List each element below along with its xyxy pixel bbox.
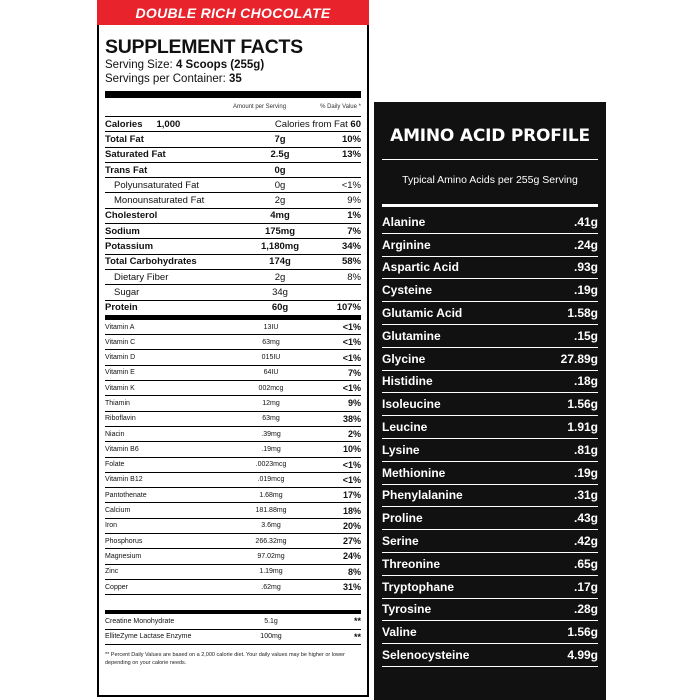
amino-acid-panel	[374, 102, 606, 700]
extras-list	[105, 614, 361, 645]
nutrient-name: Potassium	[105, 241, 154, 253]
nutrient-name: Cholesterol	[105, 210, 158, 222]
nutrient-name: Sugar	[114, 286, 140, 298]
facts-title: SUPPLEMENT FACTS	[105, 36, 303, 58]
footnote: ** Percent Daily Values are based on a 2,000 calorie diet. Your daily values may be higher or lower depending on your calorie needs.	[105, 651, 345, 666]
vitamin-amount: 13IU	[263, 323, 279, 331]
calories-row	[105, 117, 361, 132]
nutrient-row	[105, 255, 361, 270]
amino-name: Tyrosine	[382, 602, 432, 617]
amino-row	[382, 576, 598, 599]
amino-list	[374, 211, 606, 667]
nutrient-name: Total Carbohydrates	[105, 256, 197, 268]
nutrient-row	[105, 148, 361, 163]
amino-row	[382, 644, 598, 667]
vitamin-daily-value: 8%	[347, 566, 361, 577]
vitamin-amount: .62mg	[261, 583, 281, 591]
nutrient-amount: 4mg	[270, 210, 290, 222]
nutrient-daily-value: 107%	[336, 302, 361, 314]
amino-name: Valine	[382, 625, 417, 640]
vitamin-row	[105, 503, 361, 518]
vitamin-name: Zinc	[105, 568, 119, 576]
serving-size	[105, 58, 361, 72]
vitamin-daily-value: 17%	[342, 490, 361, 501]
nutrient-name: Total Fat	[105, 133, 144, 145]
vitamin-name: Riboflavin	[105, 415, 136, 423]
vitamin-amount: 1.68mg	[259, 491, 283, 499]
calories-from-fat-value: 60	[350, 118, 361, 130]
nutrient-row	[105, 178, 361, 193]
vitamin-name: Folate	[105, 461, 125, 469]
amino-row	[382, 462, 598, 485]
amino-name: Histidine	[382, 374, 433, 389]
nutrient-row	[105, 193, 361, 208]
vitamin-daily-value: <1%	[342, 459, 361, 470]
vitamin-row	[105, 442, 361, 457]
amino-subtitle: Typical Amino Acids per 255g Serving	[402, 174, 578, 186]
vitamin-daily-value: 27%	[342, 536, 361, 547]
vitamin-row	[105, 458, 361, 473]
vitamin-row	[105, 565, 361, 580]
nutrient-daily-value: 58%	[341, 256, 361, 268]
amino-value: 1.56g	[567, 625, 598, 640]
vitamin-amount: 63mg	[262, 338, 280, 346]
vitamin-name: Vitamin E	[105, 369, 135, 377]
amino-row	[382, 507, 598, 530]
amino-name: Alanine	[382, 214, 426, 229]
vitamin-daily-value: <1%	[342, 322, 361, 332]
amino-name: Glutamic Acid	[382, 306, 463, 321]
amino-value: .81g	[573, 442, 598, 457]
amino-name: Tryptophane	[382, 579, 455, 594]
calories-from-fat	[180, 119, 361, 130]
vitamin-row	[105, 549, 361, 564]
amino-value: .28g	[573, 602, 598, 617]
amino-value: 1.56g	[567, 397, 598, 412]
vitamin-amount: 3.6mg	[261, 522, 281, 530]
vitamin-name: Niacin	[105, 430, 125, 438]
nutrient-daily-value: 7%	[347, 225, 361, 237]
amino-name: Isoleucine	[382, 397, 441, 412]
nutrient-name: Trans Fat	[105, 164, 148, 176]
flavor-banner: DOUBLE RICH CHOCOLATE	[97, 0, 369, 25]
vitamin-row	[105, 350, 361, 365]
amino-thick-divider	[382, 204, 598, 207]
vitamin-amount: 97.02mg	[257, 552, 285, 560]
nutrient-amount: 2g	[274, 195, 286, 207]
amount-per-serving-header: Amount per Serving	[233, 104, 287, 110]
nutrient-amount: 0g	[274, 179, 286, 191]
amino-name: Glycine	[382, 351, 426, 366]
amino-name: Aspartic Acid	[382, 260, 459, 275]
serving-size-label: Serving Size:	[105, 59, 173, 71]
nutrient-amount: 0g	[274, 164, 286, 176]
vitamin-row	[105, 335, 361, 350]
vitamin-daily-value: 7%	[347, 367, 361, 378]
nutrient-row	[105, 301, 361, 316]
vitamin-daily-value: 2%	[347, 429, 361, 440]
calories-value: 1,000	[156, 118, 181, 130]
amino-name: Threonine	[382, 556, 441, 571]
amino-row	[382, 416, 598, 439]
vitamin-name: Thiamin	[105, 399, 130, 407]
vitamin-name: Pantothenate	[105, 491, 147, 499]
vitamin-row	[105, 580, 361, 595]
amino-value: 1.58g	[567, 306, 598, 321]
servings-per-container	[105, 72, 361, 86]
amino-name: Methionine	[382, 465, 446, 480]
amino-row	[382, 302, 598, 325]
amino-row	[382, 621, 598, 644]
vitamin-daily-value: <1%	[342, 474, 361, 485]
vitamin-name: Copper	[105, 583, 128, 591]
nutrient-row	[105, 163, 361, 178]
vitamin-name: Vitamin C	[105, 338, 136, 346]
nutrient-amount: 7g	[274, 133, 286, 145]
amino-name: Serine	[382, 534, 419, 549]
amino-value: .93g	[573, 260, 598, 275]
nutrient-name: Sodium	[105, 225, 140, 237]
vitamin-amount: .39mg	[261, 430, 281, 438]
nutrient-row	[105, 239, 361, 254]
amino-value: .17g	[573, 579, 598, 594]
amino-value: 1.91g	[567, 420, 598, 435]
nutrient-row	[105, 285, 361, 300]
vitamin-row	[105, 427, 361, 442]
extra-name: Creatine Monohydrate	[105, 617, 175, 625]
vitamin-daily-value: 9%	[347, 398, 361, 409]
calories-label: Calories	[105, 118, 143, 130]
vitamin-name: Iron	[105, 522, 118, 530]
vitamin-daily-value: <1%	[342, 383, 361, 394]
supplement-facts-panel	[97, 25, 369, 697]
nutrient-daily-value: 9%	[347, 195, 361, 207]
amino-row	[382, 257, 598, 280]
vitamin-amount: 002mcg	[258, 384, 284, 392]
vitamin-row	[105, 320, 361, 335]
amino-value: .31g	[573, 488, 598, 503]
amino-row	[382, 211, 598, 234]
nutrient-daily-value: <1%	[341, 179, 361, 191]
vitamin-daily-value: 18%	[342, 505, 361, 516]
vitamin-amount: 181.88mg	[255, 507, 287, 515]
extra-daily-value: **	[353, 631, 361, 642]
vitamin-name: Vitamin B12	[105, 476, 143, 484]
nutrient-row	[105, 132, 361, 147]
vitamin-daily-value: <1%	[342, 352, 361, 363]
vitamin-daily-value: 24%	[342, 551, 361, 562]
nutrient-name: Saturated Fat	[105, 149, 166, 161]
extra-amount: 5.1g	[264, 617, 278, 625]
nutrient-amount: 34g	[272, 286, 288, 298]
vitamin-row	[105, 412, 361, 427]
nutrient-name: Protein	[105, 302, 138, 314]
amino-row	[382, 393, 598, 416]
vitamin-row	[105, 381, 361, 396]
vitamin-daily-value: 20%	[342, 520, 361, 531]
macro-list	[105, 132, 361, 316]
amino-row	[382, 325, 598, 348]
amino-row	[382, 234, 598, 257]
serving-size-value: 4 Scoops (255g)	[175, 59, 265, 71]
extra-daily-value: **	[353, 616, 361, 627]
amino-name: Leucine	[382, 420, 428, 435]
extra-amount: 100mg	[260, 633, 282, 641]
nutrient-daily-value: 13%	[341, 149, 361, 161]
amino-row	[382, 279, 598, 302]
nutrient-row	[105, 209, 361, 224]
vitamin-row	[105, 534, 361, 549]
amino-name: Cysteine	[382, 283, 433, 298]
amino-name: Lysine	[382, 442, 420, 457]
nutrient-daily-value: 8%	[347, 271, 361, 283]
vitamin-amount: .019mcg	[257, 476, 285, 484]
vitamin-amount: .0023mcg	[255, 461, 287, 469]
vitamin-name: Phosphorus	[105, 537, 143, 545]
amino-value: .15g	[573, 328, 598, 343]
vitamin-name: Calcium	[105, 507, 131, 515]
amino-name: Arginine	[382, 237, 431, 252]
vitamin-daily-value: <1%	[342, 337, 361, 348]
amino-value: 4.99g	[567, 648, 598, 663]
servings-label: Servings per Container:	[105, 73, 226, 85]
amino-row	[382, 530, 598, 553]
amino-value: .42g	[573, 534, 598, 549]
amino-row	[382, 348, 598, 371]
amino-title: AMINO ACID PROFILE	[390, 126, 590, 146]
vitamin-name: Magnesium	[105, 552, 142, 560]
nutrient-amount: 175mg	[264, 225, 296, 237]
daily-value-header: % Daily Value *	[320, 104, 361, 110]
vitamin-row	[105, 519, 361, 534]
amino-divider	[382, 159, 598, 160]
thick-divider	[105, 91, 361, 98]
vitamin-amount: 63mg	[262, 415, 280, 423]
extra-row	[105, 630, 361, 645]
vitamin-row	[105, 473, 361, 488]
nutrient-amount: 60g	[271, 302, 289, 314]
extra-name: ElliteZyme Lactase Enzyme	[105, 633, 192, 641]
calories-from-fat-label: Calories from Fat	[274, 118, 348, 130]
vitamin-list	[105, 320, 361, 595]
amino-value: .41g	[573, 214, 598, 229]
amino-value: 27.89g	[560, 351, 598, 366]
amino-row	[382, 439, 598, 462]
amino-row	[382, 599, 598, 622]
amino-row	[382, 485, 598, 508]
vitamin-row	[105, 366, 361, 381]
amino-name: Phenylalanine	[382, 488, 463, 503]
nutrient-amount: 2.5g	[270, 149, 290, 161]
amino-value: .19g	[573, 283, 598, 298]
nutrient-amount: 2g	[274, 271, 286, 283]
amino-name: Proline	[382, 511, 423, 526]
vitamin-daily-value: 31%	[342, 582, 361, 593]
vitamin-amount: .19mg	[261, 445, 281, 453]
amino-value: .43g	[573, 511, 598, 526]
vitamin-amount: 266.32mg	[255, 537, 287, 545]
vitamin-row	[105, 396, 361, 411]
column-header	[105, 98, 361, 117]
amino-row	[382, 553, 598, 576]
vitamin-name: Vitamin K	[105, 384, 135, 392]
amino-row	[382, 371, 598, 394]
vitamin-daily-value: 10%	[342, 444, 361, 455]
amino-value: .24g	[573, 237, 598, 252]
vitamin-name: Vitamin D	[105, 354, 136, 362]
amino-name: Glutamine	[382, 328, 441, 343]
nutrient-daily-value: 34%	[341, 241, 361, 253]
vitamin-amount: 015IU	[261, 354, 281, 362]
nutrient-row	[105, 224, 361, 239]
amino-name: Selenocysteine	[382, 648, 470, 663]
nutrient-daily-value: 10%	[341, 133, 361, 145]
amino-value: .65g	[573, 556, 598, 571]
section-gap	[105, 595, 361, 614]
vitamin-amount: 1.19mg	[259, 568, 283, 576]
servings-value: 35	[229, 73, 242, 85]
vitamin-daily-value: 38%	[342, 413, 361, 424]
vitamin-amount: 12mg	[262, 399, 280, 407]
nutrient-amount: 1,180mg	[260, 241, 300, 253]
nutrient-row	[105, 270, 361, 285]
nutrient-name: Polyunsaturated Fat	[114, 179, 200, 191]
vitamin-name: Vitamin B6	[105, 445, 139, 453]
amino-value: .19g	[573, 465, 598, 480]
nutrient-daily-value: 1%	[347, 210, 361, 222]
vitamin-amount: 64IU	[263, 369, 279, 377]
vitamin-row	[105, 488, 361, 503]
extra-row	[105, 614, 361, 629]
nutrient-name: Monounsaturated Fat	[114, 195, 205, 207]
vitamin-name: Vitamin A	[105, 323, 135, 331]
amino-value: .18g	[573, 374, 598, 389]
nutrient-amount: 174g	[269, 256, 291, 268]
nutrient-name: Dietary Fiber	[114, 271, 169, 283]
